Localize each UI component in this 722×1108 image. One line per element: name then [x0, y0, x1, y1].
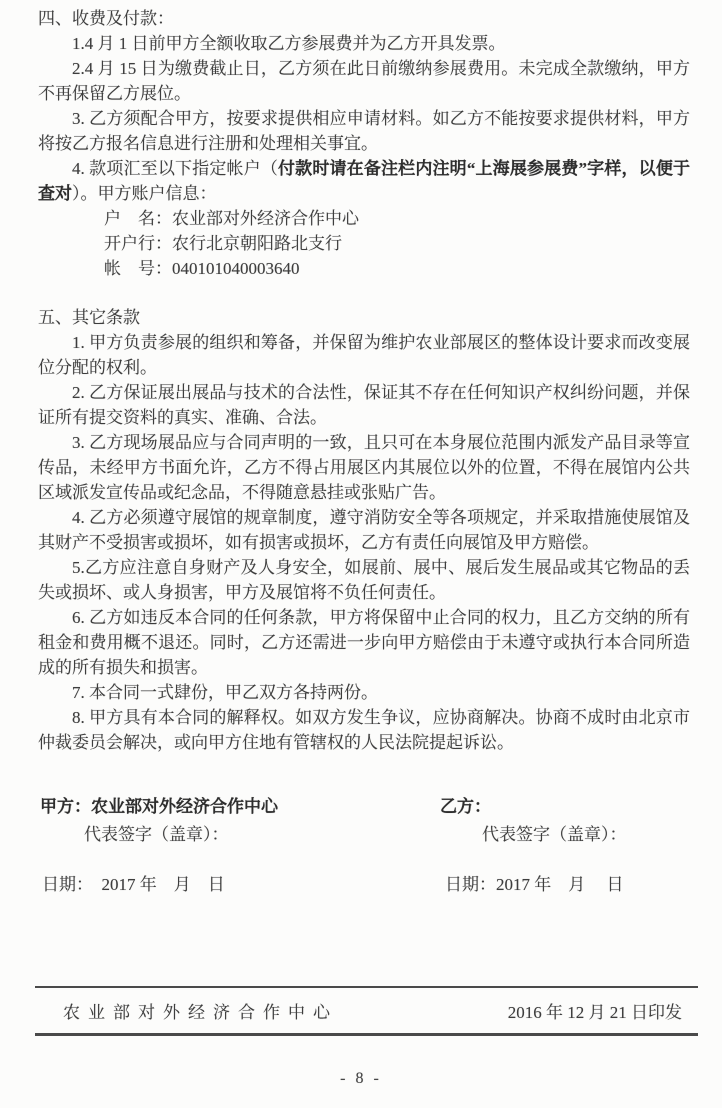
- terms-item-8: 8. 甲方具有本合同的解释权。如双方发生争议，应协商解决。协商不成时由北京市仲裁委员会解决，或向甲方住地有管辖权的人民法院提起诉讼。: [38, 708, 690, 752]
- account-name-value: 农业部对外经济合作中心: [172, 209, 359, 228]
- party-a-name: 甲方：农业部对外经济合作中心: [40, 797, 278, 816]
- party-b-name: 乙方：: [440, 797, 491, 816]
- party-a-signature-line: 代表签字（盖章）：: [84, 825, 229, 844]
- account-number-label: 帐 号：: [104, 259, 172, 278]
- party-b-signature-line: 代表签字（盖章）：: [482, 825, 627, 844]
- terms-item-7: 7. 本合同一式肆份，甲乙双方各持两份。: [72, 683, 378, 702]
- terms-item-5: 5.乙方应注意自身财产及人身安全，如展前、展中、展后发生展品或其它物品的丢失或损坏、或人身损害，甲方及展馆将不负任何责任。: [38, 558, 690, 602]
- account-bank-value: 农行北京朝阳路北支行: [172, 234, 342, 253]
- fees-item-3: 3. 乙方须配合甲方，按要求提供相应申请材料。如乙方不能按要求提供材料，甲方将按乙方报名信息进行注册和处理相关事宜。: [38, 109, 690, 153]
- party-b-date-line: 日期：2017 年 月 日: [445, 875, 624, 894]
- terms-item-4: 4. 乙方必须遵守展馆的规章制度，遵守消防安全等各项规定，并采取措施使展馆及其财产不受损害或损坏，如有损害或损坏，乙方有责任向展馆及甲方赔偿。: [38, 508, 690, 552]
- fees-item-4-suffix: ）。甲方账户信息：: [72, 184, 217, 203]
- page-number: - 8 -: [340, 1070, 382, 1087]
- account-info-block: [104, 206, 690, 281]
- fees-item-4: [38, 156, 690, 206]
- contract-body: [38, 6, 690, 788]
- account-number-row: [104, 256, 690, 281]
- terms-item-2: 2. 乙方保证展出展品与技术的合法性，保证其不存在任何知识产权纠纷问题，并保证所有提交资料的真实、准确、合法。: [38, 383, 690, 427]
- terms-item-3: 3. 乙方现场展品应与合同声明的一致，且只可在本身展位范围内派发产品目录等宣传品，未经甲方书面允许，乙方不得占用展区内其展位以外的位置，不得在展馆内公共区域派发宣传品或纪念品，不得随意悬挂或张贴广告。: [38, 433, 690, 502]
- account-name-label: 户 名：: [104, 209, 172, 228]
- footer-issuer: 农业部对外经济合作中心: [63, 1003, 338, 1022]
- terms-item-1: 1. 甲方负责参展的组织和筹备，并保留为维护农业部展区的整体设计要求而改变展位分配的权利。: [38, 333, 690, 377]
- account-name-row: [104, 206, 690, 231]
- account-bank-label: 开户行：: [104, 234, 172, 253]
- account-number-value: 040101040003640: [172, 259, 300, 278]
- terms-item-6: 6. 乙方如违反本合同的任何条款，甲方将保留中止合同的权力，且乙方交纳的所有租金和费用概不退还。同时，乙方还需进一步向甲方赔偿由于未遵守或执行本合同所造成的所有损失和损害。: [38, 608, 690, 677]
- fees-item-1: 1.4 月 1 日前甲方全额收取乙方参展费并为乙方开具发票。: [72, 34, 506, 53]
- account-bank-row: [104, 231, 690, 256]
- section-fees-heading: 四、收费及付款：: [38, 9, 174, 28]
- fees-item-4-prefix: 4. 款项汇至以下指定帐户（: [72, 159, 278, 178]
- fees-item-2: 2.4 月 15 日为缴费截止日，乙方须在此日前缴纳参展费用。未完成全款缴纳，甲方不再保留乙方展位。: [38, 59, 690, 103]
- footer-issue-date: 2016 年 12 月 21 日印发: [507, 1003, 682, 1022]
- party-a-date-line: 日期： 2017 年 月 日: [42, 875, 225, 894]
- footer-issuance-band: [35, 986, 698, 1036]
- fees-item-4-payment-note: 付款时请在备注栏内注明“上海展参展费”字样，以便于查对: [38, 159, 690, 203]
- section-terms-heading: 五、其它条款: [38, 308, 140, 327]
